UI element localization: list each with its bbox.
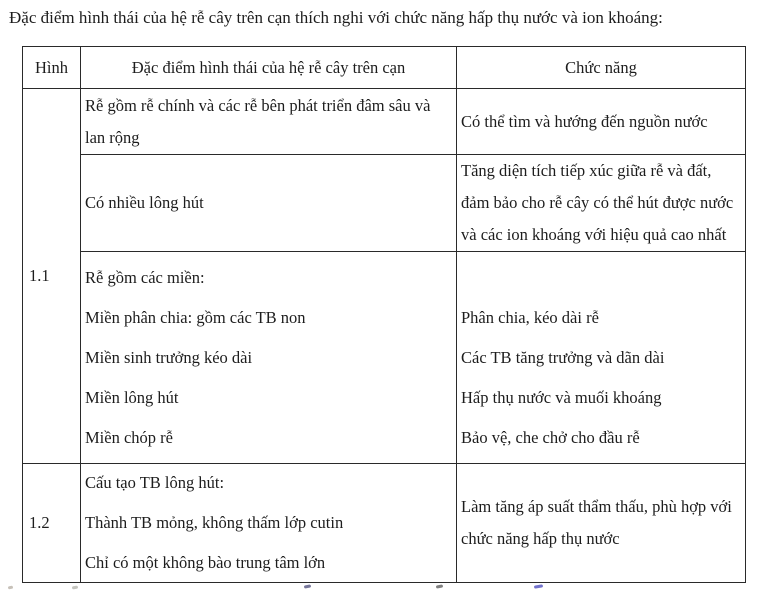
feature-cell (81, 89, 457, 155)
function-cell (457, 155, 746, 252)
feature-cell (81, 252, 457, 464)
cutoff-glyph-mark (304, 584, 311, 588)
table-row (23, 252, 746, 464)
cell-text-line: Phân chia, kéo dài rễ (461, 307, 599, 327)
cell-text-line: Chỉ có một không bào trung tâm lớn (85, 553, 326, 572)
cell-text-line: Có nhiều lông hút (85, 193, 204, 212)
function-cell (457, 464, 746, 583)
cutoff-glyph-mark (72, 586, 78, 590)
cell-text-line: Các TB tăng trưởng và dãn dài (461, 347, 665, 367)
cell-text-line: Làm tăng áp suất thẩm thấu, phù hợp với chức năng hấp thụ nước (461, 497, 732, 548)
cutoff-glyph-mark (8, 586, 13, 590)
cell-text-line: Rễ gồm rễ chính và các rễ bên phát triển đâm sâu và lan rộng (85, 95, 431, 147)
cell-text-line: Thành TB mỏng, không thấm lớp cutin (85, 513, 344, 532)
function-cell (457, 89, 746, 155)
cell-text-line (461, 262, 741, 294)
cell-text-line: Hấp thụ nước và muối khoáng (461, 387, 662, 407)
cell-text-line: Bảo vệ, che chở cho đầu rễ (461, 427, 640, 447)
cutoff-glyph-mark (436, 584, 443, 588)
cutoff-glyph-mark (534, 584, 543, 589)
cell-text-line: Cấu tạo TB lông hút: (85, 473, 225, 492)
cell-text-line: Có thể tìm và hướng đến nguồn nước (461, 111, 708, 131)
table-row (23, 89, 746, 155)
cell-text-line: Miền chóp rễ (85, 427, 173, 447)
cell-text-line: Rễ gồm các miền: (85, 267, 205, 287)
cell-text-line: Tăng diện tích tiếp xúc giữa rễ và đất, đảm bảo cho rễ cây có thể hút được nước và các ion khoáng với hiệu quả cao nhất (461, 161, 734, 244)
table-header-row (23, 47, 746, 89)
cell-text-line: Miền sinh trưởng kéo dài (85, 347, 253, 367)
root-morphology-table (22, 46, 746, 583)
feature-cell (81, 464, 457, 583)
function-cell (457, 252, 746, 464)
header-cell-figure: Hình (23, 47, 81, 89)
header-cell-function: Chức năng (457, 47, 746, 89)
table-row (23, 464, 746, 583)
page-title: Đặc điểm hình thái của hệ rễ cây trên cạn thích nghi với chức năng hấp thụ nước và ion khoáng: (9, 8, 663, 27)
header-cell-morphology: Đặc điểm hình thái của hệ rễ cây trên cạn (81, 47, 457, 89)
figure-cell-1-1: 1.1 (23, 89, 81, 464)
table-row (23, 155, 746, 252)
feature-cell (81, 155, 457, 252)
cell-text-line: Miền phân chia: gồm các TB non (85, 307, 306, 327)
cell-text-line: Miền lông hút (85, 387, 179, 407)
figure-cell-1-2: 1.2 (23, 464, 81, 583)
